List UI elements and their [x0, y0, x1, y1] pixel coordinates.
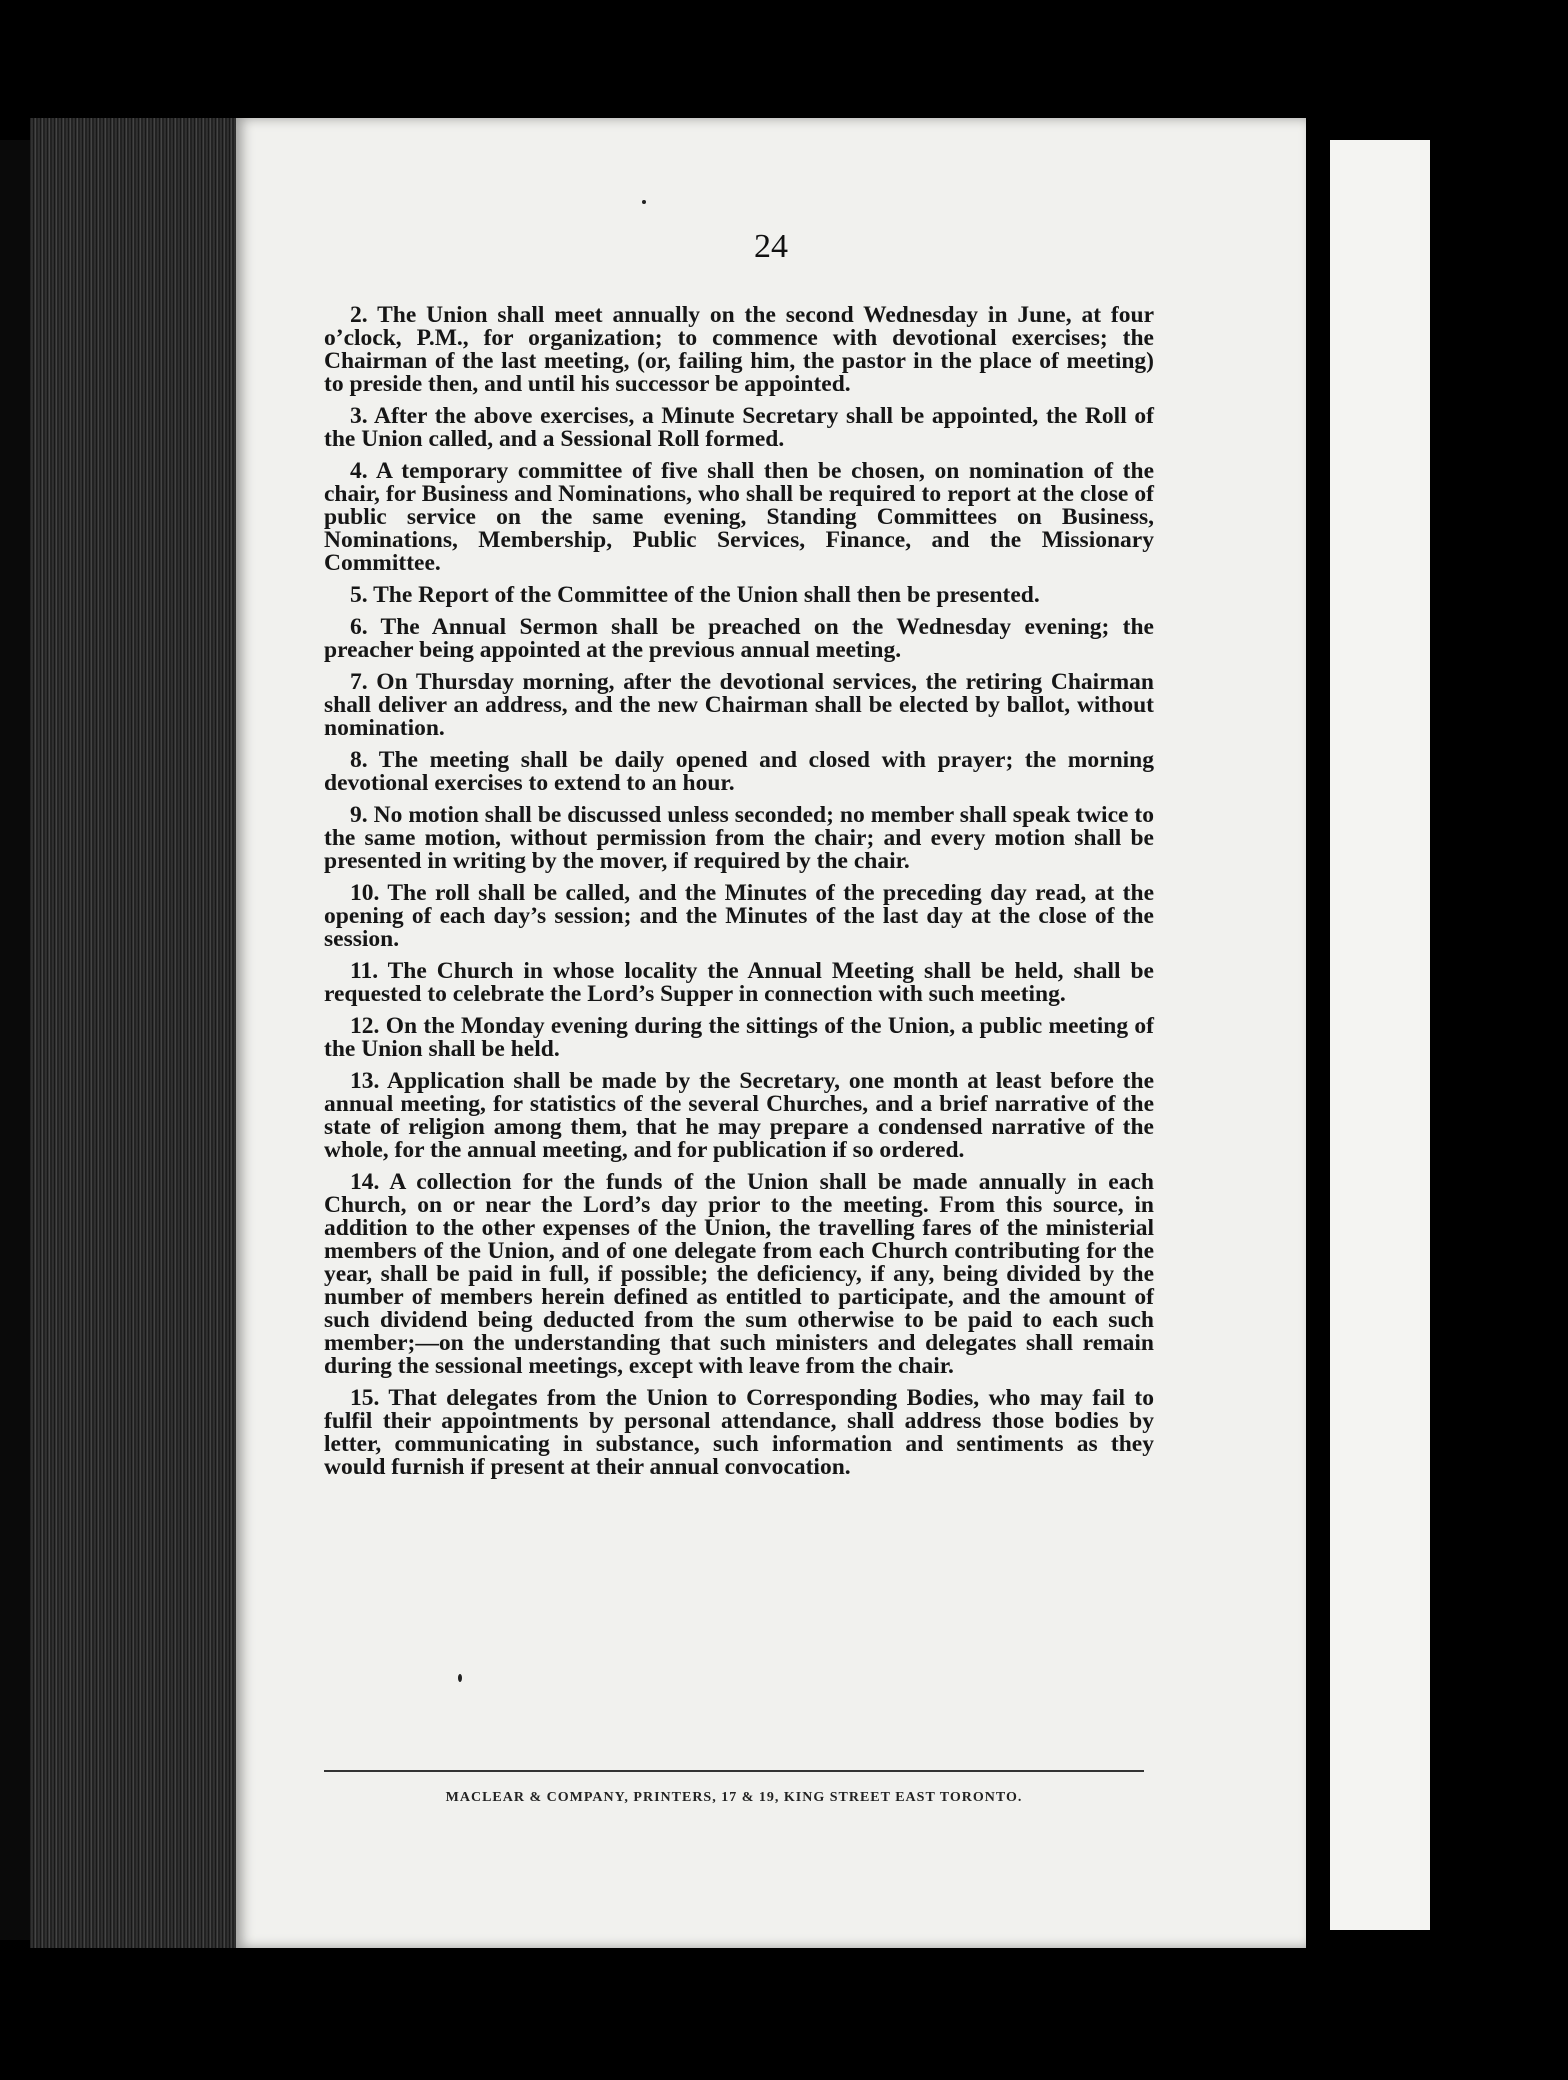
footer-rule — [324, 1770, 1144, 1772]
page-number: 24 — [754, 228, 788, 265]
document-page — [236, 118, 1306, 1948]
ink-speck — [458, 1674, 462, 1682]
paragraph-3: 3. After the above exercises, a Minute Secretary shall be appointed, the Roll of the Union called, and a Sessional Roll formed. — [324, 403, 1154, 452]
paragraph-4: 4. A temporary committee of five shall then be chosen, on nomination of the chair, for Business and Nominations, who shall be required to report at the close of public service on the same evening, Standing Committees on Business, Nominations, Membership, Public Services, Finance, and the Missionary Committee. — [324, 458, 1154, 576]
paragraph-5: 5. The Report of the Committee of the Union shall then be presented. — [350, 582, 1040, 608]
book-page-edges — [30, 118, 240, 1948]
printer-imprint: MACLEAR & COMPANY, PRINTERS, 17 & 19, KING STREET EAST TORONTO. — [445, 1790, 1023, 1805]
paragraph-10: 10. The roll shall be called, and the Minutes of the preceding day read, at the opening of each day’s session; and the Minutes of the last day at the close of the session. — [324, 880, 1154, 952]
paragraph-15: 15. That delegates from the Union to Corresponding Bodies, who may fail to fulfil their appointments by personal attendance, shall address those bodies by letter, communicating in substance, such information and sentiments as they would furnish if present at their annual convocation. — [324, 1385, 1154, 1480]
paragraph-12: 12. On the Monday evening during the sittings of the Union, a public meeting of the Union shall be held. — [324, 1013, 1154, 1062]
ink-speck — [642, 200, 646, 204]
paragraph-9: 9. No motion shall be discussed unless seconded; no member shall speak twice to the same motion, without permission from the chair; and every motion shall be presented in writing by the mover, if required by the chair. — [324, 802, 1154, 874]
paragraph-2: 2. The Union shall meet annually on the second Wednesday in June, at four o’clock, P.M., for organization; to commence with devotional exercises; the Chairman of the last meeting, (or, failing him, the pastor in the place of meeting) to preside then, and until his successor be appointed. — [324, 302, 1154, 397]
paragraph-6: 6. The Annual Sermon shall be preached on the Wednesday evening; the preacher being appointed at the previous annual meeting. — [324, 614, 1154, 663]
facing-page-edge — [1330, 140, 1430, 1930]
paragraph-8: 8. The meeting shall be daily opened and closed with prayer; the morning devotional exercises to extend to an hour. — [324, 747, 1154, 796]
paragraph-11: 11. The Church in whose locality the Annual Meeting shall be held, shall be requested to celebrate the Lord’s Supper in connection with such meeting. — [324, 958, 1154, 1007]
paragraph-14: 14. A collection for the funds of the Union shall be made annually in each Church, on or near the Lord’s day prior to the meeting. From this source, in addition to the other expenses of the Union, the travelling fares of the ministerial members of the Union, and of one delegate from each Church contributing for the year, shall be paid in full, if possible; the deficiency, if any, being divided by the number of members herein defined as entitled to participate, and the amount of such dividend being deducted from the sum otherwise to be paid to each such member;—on the understanding that such ministers and delegates shall remain during the sessional meetings, except with leave from the chair. — [324, 1169, 1154, 1379]
paragraph-7: 7. On Thursday morning, after the devotional services, the retiring Chairman shall deliver an address, and the new Chairman shall be elected by ballot, without nomination. — [324, 669, 1154, 741]
paragraph-13: 13. Application shall be made by the Secretary, one month at least before the annual meeting, for statistics of the several Churches, and a brief narrative of the state of religion among them, that he may prepare a condensed narrative of the whole, for the annual meeting, and for publication if so ordered. — [324, 1068, 1154, 1163]
body-text — [324, 304, 1154, 1488]
